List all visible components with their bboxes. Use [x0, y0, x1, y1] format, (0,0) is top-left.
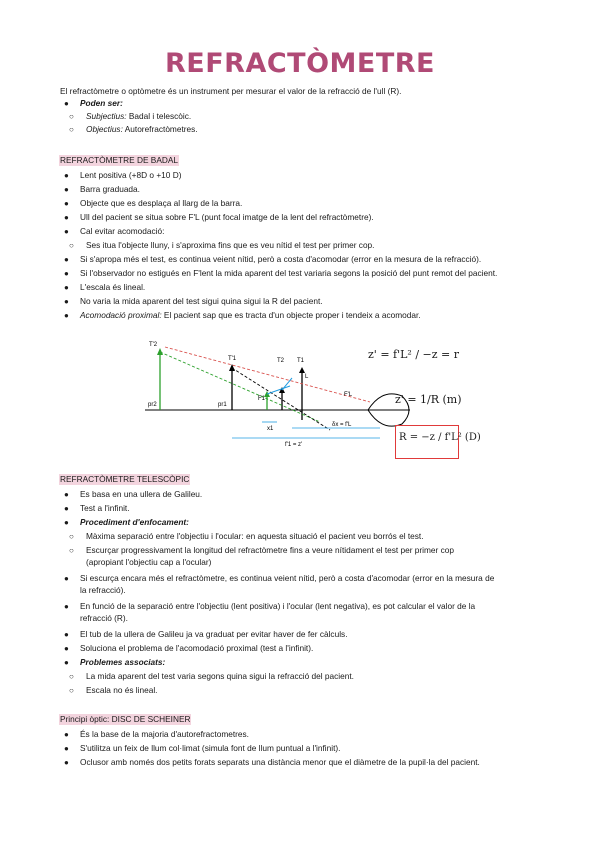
diagram-label: L — [305, 374, 309, 380]
section-heading-telescopic: REFRACTÒMETRE TELESCÒPIC — [60, 474, 190, 484]
diagram-label: F'L — [344, 392, 353, 398]
diagram-label: f'1 = z' — [285, 442, 303, 448]
bullet-icon: ● — [64, 504, 69, 513]
list-item: No varia la mida aparent del test sigui quina sigui la R del pacient. — [80, 296, 323, 306]
section-heading-badal: REFRACTÒMETRE DE BADAL — [60, 155, 179, 165]
bullet-icon: ● — [64, 758, 69, 767]
arrowhead-icon — [157, 348, 163, 355]
pointer-line — [267, 386, 290, 394]
section-heading-scheiner: Principi òptic: DISC DE SCHEINER — [60, 714, 191, 724]
diagram-label: T'2 — [149, 342, 158, 348]
diagram-label: T2 — [277, 358, 285, 364]
bullet-icon: ● — [64, 283, 69, 292]
circle-bullet-icon: ○ — [69, 532, 74, 541]
diagram-label: x1 — [267, 426, 274, 432]
bullet-icon: ● — [64, 518, 69, 527]
circle-bullet-icon: ○ — [69, 125, 74, 134]
list-item: Objecte que es desplaça al llarg de la barra. — [80, 198, 243, 208]
bullet-icon: ● — [64, 730, 69, 739]
types-label: Poden ser: — [80, 98, 123, 108]
intro-text: El refractòmetre o optòmetre és un instrument per mesurar el valor de la refracció de l'ull (R). — [60, 86, 402, 96]
bullet-icon: ● — [64, 644, 69, 653]
list-item: Cal evitar acomodació: — [80, 226, 165, 236]
circle-bullet-icon: ○ — [69, 546, 74, 555]
list-item: Oclusor amb només dos petits forats separats una distància menor que el diàmetre de la pupil·la del pacient. — [80, 757, 480, 767]
arrowhead-icon — [299, 367, 305, 373]
list-item: El tub de la ullera de Galileu ja va graduat per evitar haver de fer càlculs. — [80, 629, 348, 639]
diagram-label: δx = f'L — [332, 422, 352, 428]
circle-bullet-icon: ○ — [69, 672, 74, 681]
sub-list-item: Escala no és lineal. — [86, 685, 158, 695]
list-item-proximal: Acomodació proximal: El pacient sap que es tracta d'un objecte proper i tendeix a acomodar. — [80, 310, 421, 320]
list-item: És la base de la majoria d'autorefractometres. — [80, 729, 249, 739]
circle-bullet-icon: ○ — [69, 241, 74, 250]
circle-bullet-icon: ○ — [69, 686, 74, 695]
list-item: Si escurça encara més el refractòmetre, es continua veient nítid, però a costa d'acomodar (error en la mesura de — [80, 573, 495, 583]
bullet-icon: ● — [64, 213, 69, 222]
list-item: Barra graduada. — [80, 184, 140, 194]
bullet-icon: ● — [64, 199, 69, 208]
bullet-icon: ● — [64, 99, 69, 108]
formula-1: z' = f'L² / −z = r — [368, 348, 460, 361]
circle-bullet-icon: ○ — [69, 112, 74, 121]
formula-2: z' = 1/R (m) — [395, 393, 462, 406]
list-item: Si l'observador no estigués en F'lent la mida aparent del test variaria segons la posició del punt remot del pacient. — [80, 268, 498, 278]
bullet-icon: ● — [64, 630, 69, 639]
diagram-label: pr1 — [218, 402, 227, 408]
list-item-cont: la refracció). — [80, 585, 126, 595]
sub-list-item: La mida aparent del test varia segons quina sigui la refracció del pacient. — [86, 671, 354, 681]
bullet-icon: ● — [64, 744, 69, 753]
list-item-cont: refracció (R). — [80, 613, 128, 623]
list-item: Ull del pacient se situa sobre F'L (punt focal imatge de la lent del refractòmetre). — [80, 212, 374, 222]
arrowhead-icon — [229, 364, 235, 371]
types-objectius: Objectius: Autorefractòmetres. — [86, 124, 198, 134]
types-subjectius: Subjectius: Badal i telescòic. — [86, 111, 192, 121]
list-item: Si s'apropa més el test, es continua veient nítid, però a costa d'acomodar (error en la mesura de la refracció). — [80, 254, 482, 264]
bullet-icon: ● — [64, 311, 69, 320]
sub-list-item: Escurçar progressivament la longitud del refractòmetre fins a veure nítidament el test per primer cop — [86, 545, 454, 555]
sub-list-item: Ses itua l'objecte lluny, i s'aproxima fins que es veu nítid el test per primer cop. — [86, 240, 375, 250]
diagram-label: T1 — [297, 358, 305, 364]
problems-label: Problemes associats: — [80, 657, 166, 667]
list-item: Lent positiva (+8D o +10 D) — [80, 170, 182, 180]
list-item: S'utilitza un feix de llum col·limat (simula font de llum puntual a l'infinit). — [80, 743, 341, 753]
ray-line — [232, 368, 330, 430]
sub-list-item-cont: (apropiant l'objectiu cap a l'ocular) — [86, 557, 212, 567]
bullet-icon: ● — [64, 227, 69, 236]
diagram-label: T'1 — [228, 356, 237, 362]
diagram-label: F1 — [258, 396, 266, 402]
list-item: L'escala és lineal. — [80, 282, 146, 292]
diagram-label: pr2 — [148, 402, 157, 408]
bullet-icon: ● — [64, 185, 69, 194]
bullet-icon: ● — [64, 269, 69, 278]
list-item: Soluciona el problema de l'acomodació proximal (test a l'infinit). — [80, 643, 314, 653]
ray-line — [160, 352, 320, 422]
bullet-icon: ● — [64, 297, 69, 306]
list-item: En funció de la separació entre l'objectiu (lent positiva) i l'ocular (lent negativa), es pot calcular el valor de la — [80, 601, 476, 611]
list-item: Test a l'infinit. — [80, 503, 130, 513]
bullet-icon: ● — [64, 255, 69, 264]
procedure-label: Procediment d'enfocament: — [80, 517, 189, 527]
page-title: REFRACTÒMETRE — [164, 48, 435, 79]
bullet-icon: ● — [64, 490, 69, 499]
bullet-icon: ● — [64, 574, 69, 583]
bullet-icon: ● — [64, 658, 69, 667]
sub-list-item: Màxima separació entre l'objectiu i l'ocular: en aquesta situació el pacient veu borrós el test. — [86, 531, 424, 541]
bullet-icon: ● — [64, 171, 69, 180]
formula-3: R = −z / f'L² (D) — [399, 432, 481, 443]
list-item: Es basa en una ullera de Galileu. — [80, 489, 203, 499]
bullet-icon: ● — [64, 602, 69, 611]
